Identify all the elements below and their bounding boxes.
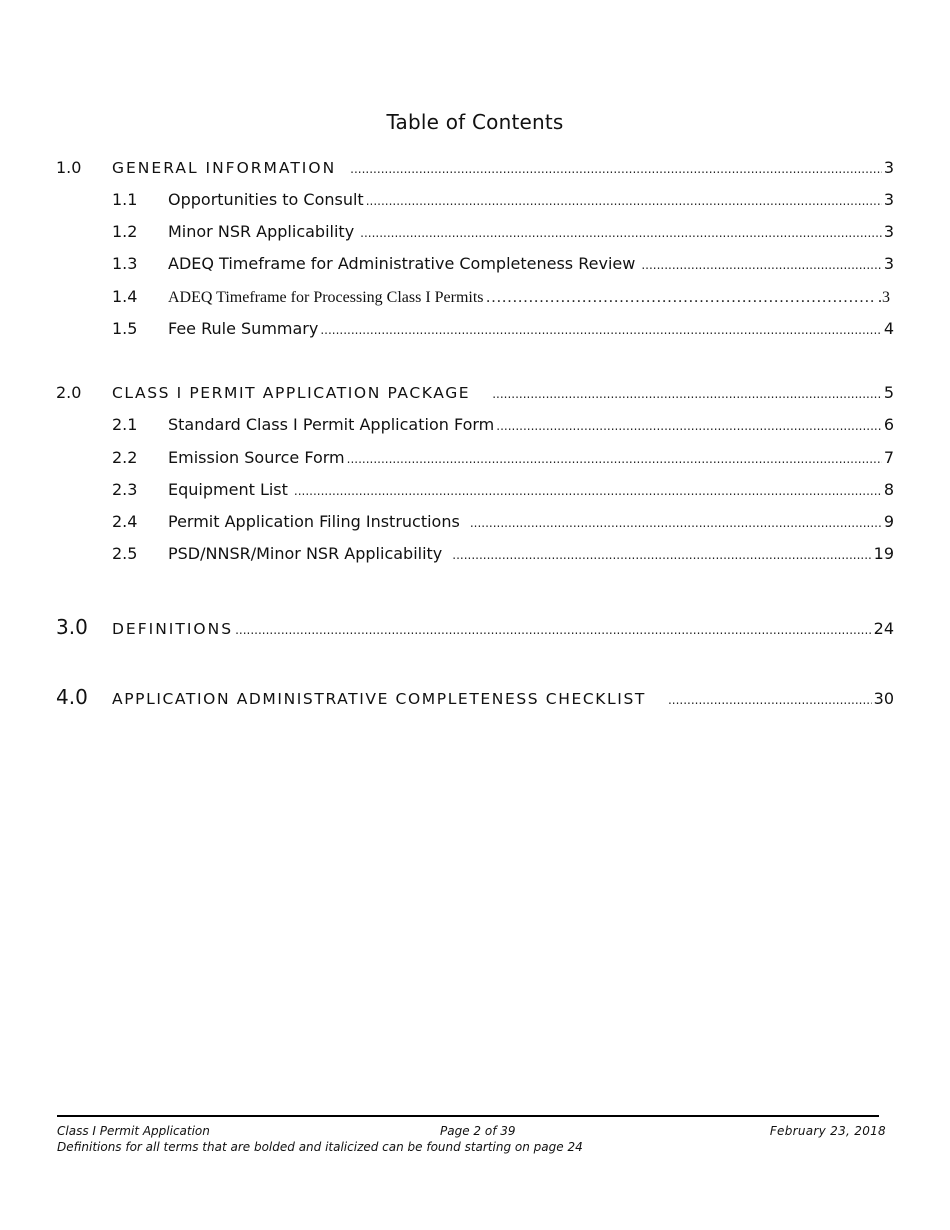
dot-leader — [452, 544, 871, 563]
footer-page-number: Page 2 of 39 — [440, 1124, 516, 1138]
toc-entry-number: 2.4 — [112, 512, 138, 531]
dot-leader — [486, 287, 876, 307]
dot-leader — [492, 383, 882, 402]
toc-entry-page: 19 — [873, 544, 894, 563]
toc-entry-page: 5 — [883, 383, 894, 402]
toc-entry-number: 1.1 — [112, 190, 138, 209]
toc-entry-number: 1.3 — [112, 254, 138, 273]
toc-entry-label: Opportunities to Consult — [168, 190, 364, 209]
toc-entry-section-2-1[interactable] — [112, 415, 894, 437]
toc-entry-number: 1.5 — [112, 319, 138, 338]
toc-entry-section-1[interactable] — [56, 158, 894, 180]
toc-entry-section-1-5[interactable] — [112, 319, 894, 341]
toc-entry-section-2[interactable] — [56, 383, 894, 405]
toc-entry-number: 2.2 — [112, 448, 138, 467]
toc-entry-section-2-2[interactable] — [112, 448, 894, 470]
toc-entry-label: ADEQ Timeframe for Processing Class I Permits — [168, 289, 484, 306]
toc-entry-number: 2.5 — [112, 544, 138, 563]
footer-divider — [57, 1115, 879, 1117]
toc-entry-section-2-3[interactable] — [112, 480, 894, 502]
dot-leader — [347, 448, 882, 467]
toc-entry-number: 1.0 — [56, 158, 82, 177]
toc-entry-section-1-1[interactable] — [112, 190, 894, 212]
toc-entry-number: 2.1 — [112, 415, 138, 434]
dot-leader — [470, 512, 882, 531]
toc-entry-section-1-4[interactable] — [112, 287, 894, 309]
toc-entry-label: PSD/NNSR/Minor NSR Applicability — [168, 544, 443, 563]
toc-entry-page: 6 — [883, 415, 894, 434]
toc-entry-label: Permit Application Filing Instructions — [168, 512, 460, 531]
page-title: Table of Contents — [386, 110, 564, 134]
footer-definitions-note: Definitions for all terms that are bolded and italicized can be found starting on page 24 — [57, 1140, 583, 1154]
toc-entry-section-1-2[interactable] — [112, 222, 894, 244]
dot-leader — [496, 415, 882, 434]
toc-entry-page: .3 — [878, 289, 890, 306]
toc-entry-page: 3 — [883, 222, 894, 241]
dot-leader — [366, 190, 882, 209]
toc-entry-section-4[interactable] — [56, 685, 894, 707]
toc-entry-section-1-3[interactable] — [112, 254, 894, 276]
dot-leader — [350, 158, 882, 177]
toc-entry-page: 3 — [883, 190, 894, 209]
toc-entry-page: 3 — [883, 254, 894, 273]
toc-entry-number: 1.2 — [112, 222, 138, 241]
toc-entry-label: Fee Rule Summary — [168, 319, 319, 338]
toc-entry-page: 24 — [873, 619, 894, 638]
toc-entry-number: 2.0 — [56, 383, 82, 402]
toc-entry-number: 1.4 — [112, 287, 138, 306]
toc-entry-number: 2.3 — [112, 480, 138, 499]
dot-leader — [360, 222, 882, 241]
toc-entry-label: Emission Source Form — [168, 448, 345, 467]
footer-document-name: Class I Permit Application — [57, 1124, 210, 1138]
toc-entry-page: 8 — [883, 480, 894, 499]
toc-entry-label: ADEQ Timeframe for Administrative Completeness Review — [168, 254, 636, 273]
dot-leader — [641, 254, 882, 273]
dot-leader — [668, 689, 872, 708]
toc-entry-label: Standard Class I Permit Application Form — [168, 415, 495, 434]
toc-entry-section-2-5[interactable] — [112, 544, 894, 566]
toc-entry-label: Equipment List — [168, 480, 288, 499]
toc-entry-page: 7 — [883, 448, 894, 467]
toc-entry-page: 4 — [883, 319, 894, 338]
toc-entry-label: DEFINITIONS — [112, 620, 234, 638]
toc-entry-page: 30 — [873, 689, 894, 708]
toc-entry-label: GENERAL INFORMATION — [112, 159, 337, 177]
toc-entry-page: 9 — [883, 512, 894, 531]
toc-entry-page: 3 — [883, 158, 894, 177]
dot-leader — [235, 619, 872, 638]
toc-entry-number: 4.0 — [56, 685, 88, 709]
toc-entry-label: CLASS I PERMIT APPLICATION PACKAGE — [112, 384, 471, 402]
dot-leader — [294, 480, 882, 499]
toc-entry-section-3[interactable] — [56, 615, 894, 637]
toc-entry-number: 3.0 — [56, 615, 88, 639]
dot-leader — [320, 319, 881, 338]
footer-date: February 23, 2018 — [769, 1124, 886, 1138]
toc-entry-label: Minor NSR Applicability — [168, 222, 355, 241]
toc-entry-section-2-4[interactable] — [112, 512, 894, 534]
toc-entry-label: APPLICATION ADMINISTRATIVE COMPLETENESS CHECKLIST — [112, 690, 646, 708]
